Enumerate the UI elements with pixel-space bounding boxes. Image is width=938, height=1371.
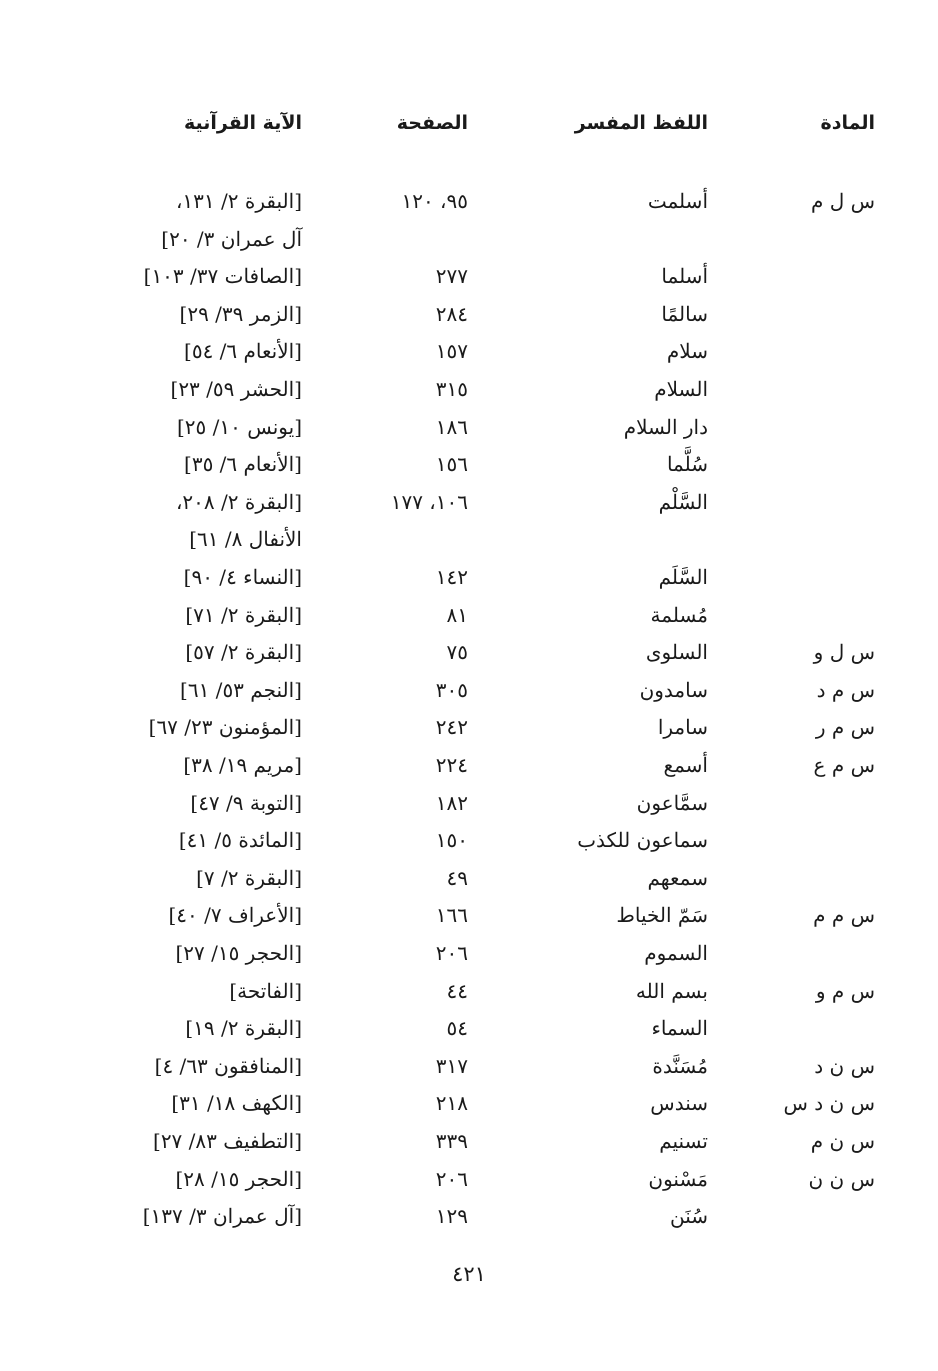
table-row (0, 258, 938, 295)
cell-word: مُسلمة (650, 602, 708, 627)
table-row (0, 672, 938, 709)
cell-page: ١٨٦ (435, 414, 468, 439)
cell-page: ٤٩ (446, 865, 468, 890)
cell-word: أسمع (663, 753, 708, 777)
cell-word: تسنيم (659, 1129, 708, 1153)
cell-root: س م م (813, 903, 875, 928)
table-row (0, 597, 938, 634)
table-row (0, 1161, 938, 1198)
table-row (0, 822, 938, 859)
cell-page: ٢٧٧ (435, 264, 468, 289)
cell-page: ٤٤ (446, 978, 468, 1003)
cell-verse: [البقرة ٢/ ٧] (196, 865, 302, 890)
cell-word: سامدون (639, 677, 708, 702)
cell-verse: آل عمران ٣/ ٢٠] (161, 226, 302, 251)
table-row (0, 333, 938, 370)
cell-word: سمَّاعون (636, 790, 708, 815)
cell-root: س ن م (810, 1129, 875, 1153)
cell-root: س ن د (814, 1053, 875, 1078)
table-row (0, 973, 938, 1010)
cell-verse: [الكهف ١٨/ ٣١] (171, 1091, 302, 1116)
cell-page: ٢٨٤ (435, 301, 468, 326)
cell-verse: [البقرة ٢/ ٢٠٨، (175, 489, 302, 514)
table-row (0, 521, 938, 558)
cell-word: مَسْنون (648, 1166, 708, 1191)
cell-verse: [مريم ١٩/ ٣٨] (183, 753, 302, 777)
table-row (0, 1010, 938, 1047)
table-row (0, 634, 938, 671)
cell-word: سَمّ الخياط (616, 903, 708, 928)
table-row (0, 1085, 938, 1122)
cell-verse: [المؤمنون ٢٣/ ٦٧] (148, 715, 302, 740)
cell-word: السموم (644, 941, 708, 965)
cell-root: س ل و (813, 640, 875, 665)
cell-page: ٢٠٦ (435, 1166, 468, 1191)
cell-page: ٥٤ (446, 1016, 468, 1041)
cell-word: بسم الله (635, 978, 708, 1003)
table-row (0, 559, 938, 596)
header-word: اللفظ المفسر (574, 112, 708, 134)
table-row (0, 446, 938, 483)
header-verse: الآية القرآنية (184, 112, 302, 134)
table-row (0, 371, 938, 408)
table-row (0, 785, 938, 822)
cell-word: مُسَنَّدة (652, 1053, 708, 1078)
cell-verse: [النجم ٥٣/ ٦١] (180, 677, 302, 702)
cell-word: دار السلام (623, 414, 708, 439)
table-row (0, 1123, 938, 1160)
cell-root: س م د (816, 677, 875, 702)
cell-verse: [الحجر ١٥/ ٢٧] (175, 941, 302, 965)
cell-page: ١٨٢ (435, 790, 468, 815)
table-row (0, 1198, 938, 1235)
cell-verse: [البقرة ٢/ ١٣١، (175, 189, 302, 213)
cell-verse: [الزمر ٣٩/ ٢٩] (179, 301, 302, 326)
cell-page: ١٢٩ (435, 1204, 468, 1229)
table-row (0, 860, 938, 897)
cell-page: ٣٠٥ (435, 677, 468, 702)
cell-word: سمعهم (647, 865, 708, 890)
cell-word: السَّلَم (658, 565, 708, 589)
cell-word: سندس (650, 1091, 708, 1116)
cell-page: ١٥٦ (435, 452, 468, 477)
cell-word: سامرا (657, 715, 708, 740)
cell-page: ١٠٦، ١٧٧ (390, 489, 468, 514)
cell-page: ٢٢٤ (435, 753, 468, 777)
cell-verse: [التطفيف ٨٣/ ٢٧] (153, 1129, 302, 1153)
table-row (0, 935, 938, 972)
cell-verse: [الأنعام ٦/ ٥٤] (184, 339, 302, 364)
cell-page: ١٥٧ (435, 339, 468, 364)
cell-root: س م ر (815, 715, 875, 740)
cell-word: سماعون للكذب (577, 828, 708, 853)
table-row (0, 296, 938, 333)
cell-verse: [آل عمران ٣/ ١٣٧] (142, 1204, 302, 1229)
cell-page: ١٥٠ (435, 828, 468, 853)
cell-root: س م ع (813, 753, 875, 777)
cell-verse: [الأنعام ٦/ ٣٥] (184, 452, 302, 477)
table-row (0, 484, 938, 521)
cell-verse: [النساء ٤/ ٩٠] (183, 565, 302, 589)
table-row (0, 1048, 938, 1085)
cell-word: السَّلْم (658, 489, 708, 514)
cell-page: ٩٥، ١٢٠ (401, 189, 468, 213)
table-row (0, 747, 938, 784)
cell-page: ٢١٨ (435, 1091, 468, 1116)
cell-word: السماء (651, 1016, 708, 1041)
header-root: المادة (820, 112, 875, 134)
cell-verse: [يونس ١٠/ ٢٥] (176, 414, 302, 439)
cell-verse: الأنفال ٨/ ٦١] (189, 527, 302, 552)
cell-word: سلام (666, 339, 708, 364)
cell-word: السلام (654, 377, 708, 401)
cell-verse: [الأعراف ٧/ ٤٠] (168, 903, 302, 928)
cell-verse: [الحجر ١٥/ ٢٨] (175, 1166, 302, 1191)
cell-verse: [التوبة ٩/ ٤٧] (190, 790, 302, 815)
cell-word: السلوى (645, 640, 708, 665)
cell-verse: [البقرة ٢/ ١٩] (185, 1016, 302, 1041)
cell-page: ١٤٢ (435, 565, 468, 589)
cell-page: ٣٣٩ (435, 1129, 468, 1153)
cell-root: س ل م (810, 189, 875, 213)
cell-verse: [البقرة ٢/ ٧١] (185, 602, 302, 627)
cell-verse: [البقرة ٢/ ٥٧] (185, 640, 302, 665)
cell-page: ٣١٥ (435, 377, 468, 401)
cell-word: سُلَّما (666, 452, 708, 477)
cell-root: س ن د س (783, 1091, 875, 1116)
cell-page: ٨١ (446, 602, 468, 627)
cell-page: ٢٠٦ (435, 941, 468, 965)
cell-word: سُنَن (669, 1204, 708, 1229)
header-page: الصفحة (396, 112, 468, 134)
cell-verse: [الحشر ٥٩/ ٢٣] (170, 377, 302, 401)
cell-word: أسلما (661, 264, 708, 289)
cell-verse: [المائدة ٥/ ٤١] (178, 828, 302, 853)
table-row (0, 221, 938, 258)
cell-page: ١٦٦ (435, 903, 468, 928)
cell-root: س ن ن (808, 1166, 875, 1191)
cell-word: سالمًا (661, 301, 708, 326)
table-row (0, 183, 938, 220)
cell-verse: [الصافات ٣٧/ ١٠٣] (143, 264, 302, 289)
page-number: ٤٢١ (452, 1262, 486, 1286)
cell-root: س م و (815, 978, 875, 1003)
table-row (0, 897, 938, 934)
cell-verse: [المنافقون ٦٣/ ٤] (154, 1053, 302, 1078)
table-row (0, 409, 938, 446)
cell-page: ٧٥ (446, 640, 468, 665)
cell-verse: [الفاتحة] (229, 978, 302, 1003)
cell-word: أسلمت (647, 189, 708, 213)
cell-page: ٢٤٢ (435, 715, 468, 740)
cell-page: ٣١٧ (435, 1053, 468, 1078)
table-row (0, 709, 938, 746)
